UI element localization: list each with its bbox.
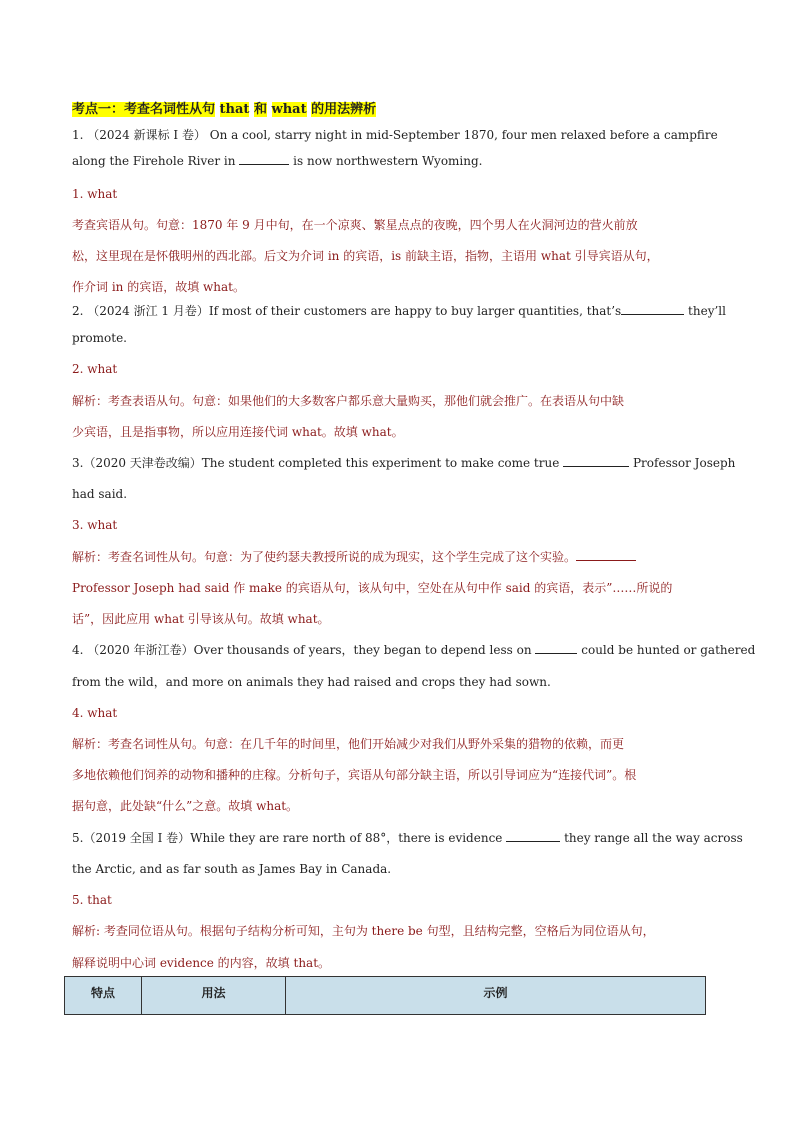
q2-blank: [621, 303, 684, 315]
q5-explanation-2: 解释说明中心词 evidence 的内容，故填 that。: [72, 956, 331, 970]
q5-explanation-1: 解析: 考查同位语从句。根据句子结构分析可知，主句为 there be 句型，且结构完整，空格后为同位语从句，: [72, 924, 655, 938]
q3-explanation-1-text: 解析：考查名词性从句。句意：为了使约瑟夫教授所说的成为现实，这个学生完成了这个实验。: [72, 550, 577, 564]
q3-answer: 3. what: [72, 518, 118, 532]
table-header-features: 特点: [65, 977, 142, 1015]
q4-explanation-2: 多地依赖他们饲养的动物和播种的庄稼。分析句子，宾语从句部分缺主语，所以引导词应为“连接代词”。根: [72, 768, 637, 782]
q1-answer: 1. what: [72, 187, 118, 201]
heading-part-usage: 的用法辨析: [311, 102, 377, 117]
q5-answer: 5. that: [72, 893, 112, 907]
heading-part-that: that: [219, 102, 250, 117]
q3-explanation-1: [72, 549, 724, 565]
heading-part-what: what: [271, 102, 307, 117]
q5-line-1: [72, 830, 743, 846]
q2-explanation-2: 少宾语，且是指事物，所以应用连接代词 what。故填 what。: [72, 425, 404, 439]
q5-line-1-after: they range all the way across: [564, 831, 743, 845]
features-table: [64, 976, 706, 1015]
q1-explanation-1: 考查宾语从句。句意：1870 年 9 月中旬，在一个凉爽、繁星点点的夜晚，四个男人在火洞河边的营火前放: [72, 218, 638, 232]
q1-blank: [239, 153, 289, 165]
q3-explanation-2: Professor Joseph had said 作 make 的宾语从句，该从句中，空处在从句中作 said 的宾语，表示”……所说的: [72, 581, 673, 595]
q5-line-2: the Arctic, and as far south as James Bay in Canada.: [72, 862, 392, 876]
q4-blank: [535, 642, 577, 654]
heading-part-and: 和: [253, 102, 267, 117]
q4-line-2: from the wild，and more on animals they had raised and crops they had sown.: [72, 675, 551, 689]
q1-explanation-3: 作介词 in 的宾语，故填 what。: [72, 280, 245, 294]
q2-answer: 2. what: [72, 362, 118, 376]
q4-line-1: [72, 642, 756, 658]
q5-line-1-before: 5.（2019 全国 I 卷）While they are rare north of 88°，there is evidence: [72, 831, 503, 845]
heading-part-1: 考点一：考查名词性从句: [72, 102, 216, 117]
q4-explanation-3: 据句意，此处缺“什么”之意。故填 what。: [72, 799, 299, 813]
q3-line-1-before: 3.（2020 天津卷改编）The student completed this experiment to make come true: [72, 456, 560, 470]
table-header-row: [65, 977, 706, 1015]
q2-line-1-before: 2. （2024 浙江 1 月卷）If most of their customers are happy to buy larger quantities, that’s: [72, 304, 622, 318]
q5-blank: [506, 830, 560, 842]
q3-explanation-blank: [576, 549, 636, 561]
q1-explanation-2: 松，这里现在是怀俄明州的西北部。后文为介词 in 的宾语，is 前缺主语，指物，主语用 what 引导宾语从句，: [72, 249, 659, 263]
table-header-examples: 示例: [286, 977, 706, 1015]
q2-explanation-1: 解析：考查表语从句。句意：如果他们的大多数客户都乐意大量购买，那他们就会推广。在表语从句中缺: [72, 394, 625, 408]
q3-explanation-3: 话”，因此应用 what 引导该从句。故填 what。: [72, 612, 330, 626]
q3-line-2: had said.: [72, 487, 128, 501]
q2-line-1-after: they’ll: [688, 304, 726, 318]
q4-line-1-after: could be hunted or gathered: [581, 643, 756, 657]
table-header-usage: 用法: [142, 977, 286, 1015]
q3-line-1-after: Professor Joseph: [632, 456, 736, 470]
q1-line-2-before: along the Firehole River in: [72, 154, 236, 168]
q4-line-1-before: 4. （2020 年浙江卷）Over thousands of years，they began to depend less on: [72, 643, 532, 657]
q3-blank: [563, 455, 629, 467]
q4-answer: 4. what: [72, 706, 118, 720]
section-heading: [72, 101, 376, 119]
q2-line-1: [72, 303, 724, 319]
q2-line-2: promote.: [72, 331, 127, 345]
q1-line-2-after: is now northwestern Wyoming.: [293, 154, 483, 168]
q3-line-1: [72, 455, 736, 471]
q1-line-2: [72, 153, 724, 169]
q4-explanation-1: 解析：考查名词性从句。句意：在几千年的时间里，他们开始减少对我们从野外采集的猎物的依赖，而更: [72, 737, 625, 751]
q1-line-1: 1. （2024 新课标 I 卷） On a cool, starry night in mid-September 1870, four men relaxed before a campfire: [72, 128, 718, 142]
